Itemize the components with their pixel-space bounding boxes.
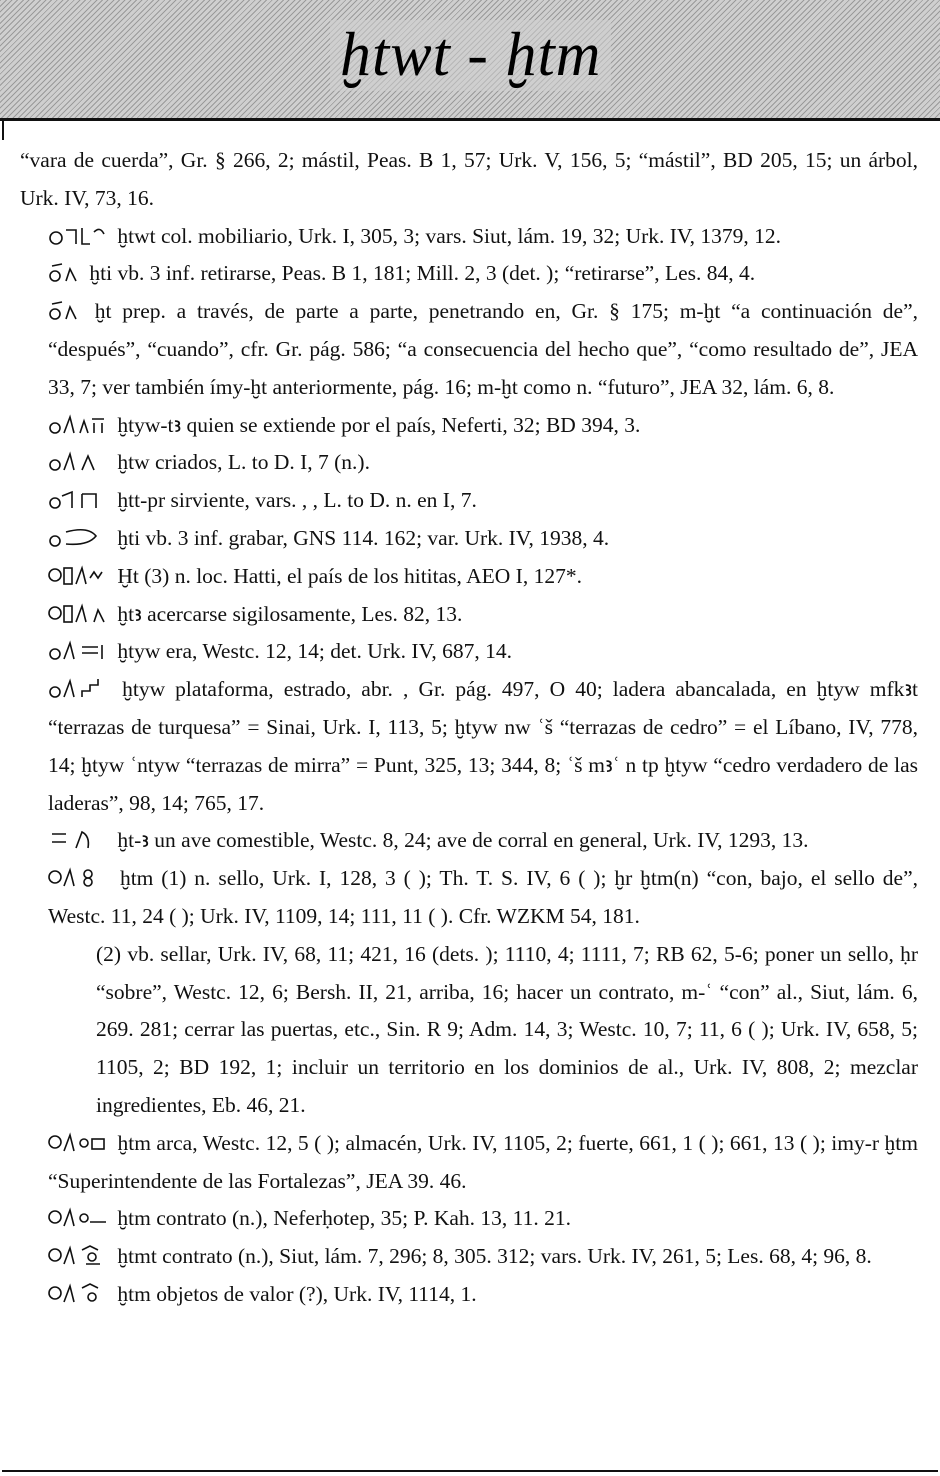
entry-text: ḫtyw era, Westc. 12, 14; det. Urk. IV, 687, 14. bbox=[117, 639, 512, 664]
entry-text: ḫtyw-tꜣ quien se extiende por el país, Neferti, 32; BD 394, 3. bbox=[117, 412, 641, 437]
dictionary-entry bbox=[20, 936, 918, 1125]
dictionary-entry bbox=[20, 860, 918, 936]
hieroglyph-icon bbox=[48, 488, 106, 510]
margin-rule bbox=[2, 118, 4, 140]
entry-text: ḫtw criados, L. to D. I, 7 (n.). bbox=[117, 450, 370, 475]
hieroglyph-icon bbox=[48, 450, 106, 472]
entry-text: ḫti vb. 3 inf. retirarse, Peas. B 1, 181; Mill. 2, 3 (det. ); “retirarse”, Les. 84, 4. bbox=[89, 261, 756, 286]
entry-text: ḫtmt contrato (n.), Siut, lám. 7, 296; 8, 305. 312; vars. Urk. IV, 261, 5; Les. 68, 4; 96, 8. bbox=[117, 1244, 872, 1269]
entry-text: ḫt prep. a través, de parte a parte, penetrando en, Gr. § 175; m-ḫt “a continuación de”, “después”, “cuando”, cfr. Gr. pág. 586; “a consecuencia del hecho que”, “como resultado de”, JEA 33, 7; ver también ímy-ḫt anteriormente, pág. 16; m-ḫt como n. “futuro”, JEA 32, lám. 6, 8. bbox=[48, 299, 919, 399]
entry-text: ḫtt-pr sirviente, vars. , , L. to D. n. en I, 7. bbox=[117, 488, 477, 513]
page-title: ḫtwt - ḫtm bbox=[330, 20, 611, 91]
dictionary-entry bbox=[20, 633, 918, 671]
hieroglyph-icon bbox=[48, 413, 106, 435]
dictionary-entry bbox=[20, 293, 918, 406]
dictionary-entry bbox=[20, 142, 918, 218]
dictionary-entry bbox=[20, 520, 918, 558]
dictionary-entry bbox=[20, 558, 918, 596]
hieroglyph-icon bbox=[48, 677, 106, 699]
hieroglyph-icon bbox=[48, 639, 106, 661]
dictionary-entry bbox=[20, 822, 918, 860]
dictionary-entry bbox=[20, 596, 918, 634]
hieroglyph-icon bbox=[48, 261, 78, 283]
entry-text: ḫtm arca, Westc. 12, 5 ( ); almacén, Urk. IV, 1105, 2; fuerte, 661, 1 ( ); 661, 13 ( ); imy-r ḫtm “Superintendente de las Fortalezas”, JEA 39. 46. bbox=[48, 1130, 918, 1193]
dictionary-entry bbox=[20, 218, 918, 256]
hieroglyph-icon bbox=[48, 1282, 106, 1304]
entry-text: “vara de cuerda”, Gr. § 266, 2; mástil, Peas. B 1, 57; Urk. V, 156, 5; “mástil”, BD 205, 15; un árbol, Urk. IV, 73, 16. bbox=[20, 148, 918, 210]
entry-text: Ḫt (3) n. loc. Hatti, el país de los hititas, AEO I, 127*. bbox=[117, 563, 582, 588]
dictionary-entries bbox=[20, 142, 918, 1314]
hieroglyph-icon bbox=[48, 602, 106, 624]
entry-text: ḫtm contrato (n.), Neferḥotep, 35; P. Kah. 13, 11. 21. bbox=[117, 1206, 571, 1231]
entry-text: ḫtꜣ acercarse sigilosamente, Les. 82, 13. bbox=[117, 601, 463, 626]
entry-text: ḫtyw plataforma, estrado, abr. , Gr. pág. 497, O 40; ladera abancalada, en ḫtyw mfkꜣt “terrazas de turquesa” = Sinai, Urk. I, 113, 5; ḫtyw nw ʿš “terrazas de cedro” = el Líbano, IV, 778, 14; ḫtyw ʿntyw “terrazas de mirra” = Punt, 325, 13; 344, 8; ʿš mꜣʿ n tp ḫtyw “cedro verdadero de las laderas”, 98, 14; 765, 17. bbox=[48, 677, 919, 815]
hieroglyph-icon bbox=[48, 1131, 106, 1153]
hieroglyph-icon bbox=[48, 866, 106, 888]
dictionary-entry bbox=[20, 1238, 918, 1276]
page-header bbox=[0, 0, 940, 121]
dictionary-entry bbox=[20, 407, 918, 445]
hieroglyph-icon bbox=[48, 1244, 106, 1266]
hieroglyph-icon bbox=[48, 1206, 106, 1228]
dictionary-entry bbox=[20, 482, 918, 520]
hieroglyph-icon bbox=[48, 564, 106, 586]
hieroglyph-icon bbox=[48, 526, 106, 548]
hieroglyph-icon bbox=[48, 299, 78, 321]
dictionary-entry bbox=[20, 255, 918, 293]
entry-text: ḫti vb. 3 inf. grabar, GNS 114. 162; var. Urk. IV, 1938, 4. bbox=[117, 525, 610, 550]
entry-text: ḫt-ꜣ un ave comestible, Westc. 8, 24; ave de corral en general, Urk. IV, 1293, 13. bbox=[117, 828, 809, 853]
dictionary-entry bbox=[20, 1276, 918, 1314]
entry-text: ḫtwt col. mobiliario, Urk. I, 305, 3; vars. Siut, lám. 19, 32; Urk. IV, 1379, 12. bbox=[117, 223, 782, 248]
dictionary-entry bbox=[20, 1200, 918, 1238]
footer-rule bbox=[2, 1470, 938, 1472]
dictionary-entry bbox=[20, 671, 918, 822]
hieroglyph-icon bbox=[48, 828, 106, 850]
hieroglyph-icon bbox=[48, 224, 106, 246]
dictionary-entry bbox=[20, 444, 918, 482]
dictionary-entry bbox=[20, 1125, 918, 1201]
entry-text: ḫtm (1) n. sello, Urk. I, 128, 3 ( ); Th. T. S. IV, 6 ( ); ḫr ḫtm(n) “con, bajo, el sello de”, Westc. 11, 24 ( ); Urk. IV, 1109, 14; 111, 11 ( ). Cfr. WZKM 54, 181. bbox=[48, 866, 919, 928]
entry-text: (2) vb. sellar, Urk. IV, 68, 11; 421, 16 (dets. ); 1110, 4; 1111, 7; RB 62, 5-6; poner un sello, ḥr “sobre”, Westc. 12, 6; Bersh. II, 21, arriba, 16; hacer un contrato, m-ʿ “con” al., Siut, lám. 6, 269. 281; cerrar las puertas, etc., Sin. R 9; Adm. 14, 3; Westc. 10, 7; 11, 6 ( ); Urk. IV, 658, 5; 1105, 2; BD 192, 1; incluir un territorio en los dominios de al., Urk. IV, 808, 2; mezclar ingredientes, Eb. 46, 21. bbox=[96, 941, 918, 1117]
entry-text: ḫtm objetos de valor (?), Urk. IV, 1114, 1. bbox=[117, 1281, 477, 1306]
